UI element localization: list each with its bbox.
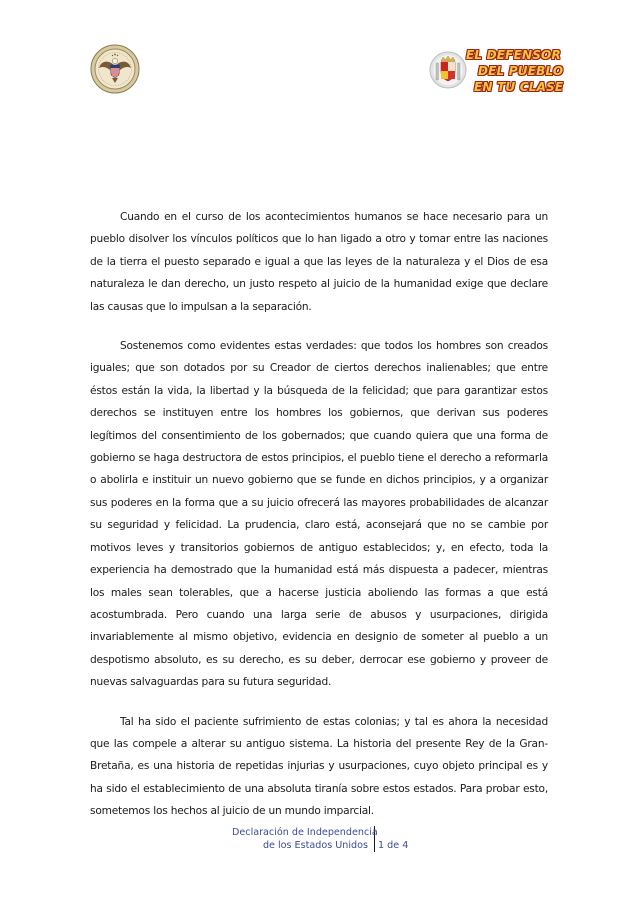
- page-footer: [232, 826, 409, 852]
- great-seal-icon: [90, 44, 140, 94]
- spain-coat-of-arms-icon: [428, 50, 468, 90]
- footer-document-title: [232, 826, 378, 852]
- paragraph: Cuando en el curso de los acontecimientos humanos se hace necesario para un pueblo disolver los vínculos políticos que lo han ligado a otro y tomar entre las naciones de la tierra el puesto separado e igual a que las leyes de la naturaleza y el Dios de esa naturaleza le dan derecho, un justo respeto al juicio de la humanidad exige que declare las causas que lo impulsan a la separación.: [90, 211, 548, 313]
- document-body: [90, 206, 548, 840]
- paragraph: Sostenemos como evidentes estas verdades: que todos los hombres son creados iguales; que son dotados por su Creador de ciertos derechos inalienables; que entre éstos están la vida, la libertad y la búsqueda de la felicidad; que para garantizar estos derechos se instituyen entre los hombres los gobiernos, que derivan sus poderes legítimos del consentimiento de los gobernados; que cuando quiera que una forma de gobierno se haga destructora de estos principios, el pueblo tiene el derecho a reformarla o abolirla e instituir un nuevo gobierno que se funde en dichos principios, y a organizar sus poderes en la forma que a su juicio ofrecerá las mayores probabilidades de alcanzar su seguridad y felicidad. La prudencia, claro está, aconsejará que no se cambie por motivos leves y transitorios gobiernos de antiguo establecidos; y, en efecto, toda la experiencia ha demostrado que la humanidad está más dispuesta a padecer, mientras los males sean tolerables, que a hacerse justicia aboliendo las formas a que está acostumbrada. Pero cuando una larga serie de abusos y usurpaciones, dirigida invariablemente al mismo objetivo, evidencia en designio de someter al pueblo a un despotismo absoluto, es su derecho, es su deber, derrocar ese gobierno y proveer de nuevas salvaguardas para su futura seguridad.: [90, 340, 548, 689]
- defensor-del-pueblo-logo: [428, 42, 564, 100]
- footer-title-line-2: de los Estados Unidos: [262, 840, 368, 851]
- logo-text-line-2: DEL PUEBLO: [478, 64, 564, 78]
- paragraph: Tal ha sido el paciente sufrimiento de estas colonias; y tal es ahora la necesidad que las compele a alterar su antiguo sistema. La historia del presente Rey de la Gran-Bretaña, es una historia de repetidas injurias y usurpaciones, cuyo objeto principal es y ha sido el establecimiento de una absoluta tiranía sobre estos estados. Para probar esto, sometemos los hechos al juicio de un mundo imparcial.: [90, 715, 548, 818]
- page-number: 1 de 4: [378, 840, 409, 851]
- logo-text-line-1: EL DEFENSOR: [466, 48, 561, 62]
- logo-text-line-3: EN TU CLASE: [474, 80, 564, 94]
- footer-title-line-1: Declaración de Independencia: [232, 827, 378, 838]
